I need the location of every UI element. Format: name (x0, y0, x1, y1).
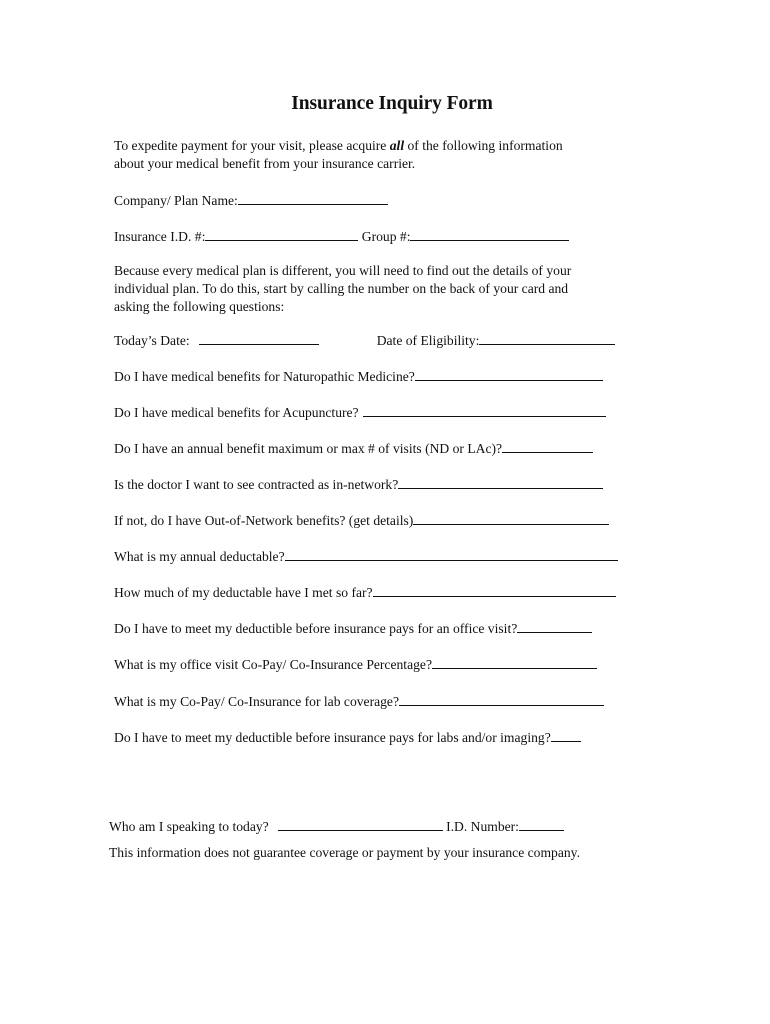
explain-line-1: Because every medical plan is different, you will need to find out the details of your (114, 263, 572, 278)
id-number-label: I.D. Number: (442, 819, 519, 834)
question-text: Is the doctor I want to see contracted as in-network? (114, 477, 399, 492)
group-label: Group #: (358, 229, 411, 244)
eligibility-date-blank[interactable] (479, 331, 615, 345)
dates-row (114, 331, 615, 350)
question-row (114, 728, 581, 747)
question-text: Do I have an annual benefit maximum or max # of visits (ND or LAc)? (114, 441, 503, 456)
speaking-to-label: Who am I speaking to today? (109, 819, 269, 834)
question-text: If not, do I have Out-of-Network benefits? (get details) (114, 513, 414, 528)
group-blank[interactable] (410, 227, 569, 241)
intro-line-2: about your medical benefit from your insurance carrier. (114, 156, 416, 171)
question-text: Do I have to meet my deductible before insurance pays for an office visit? (114, 621, 518, 636)
question-row (114, 655, 597, 674)
answer-blank[interactable] (398, 475, 603, 489)
todays-date-label: Today’s Date: (114, 333, 190, 348)
answer-blank[interactable] (415, 367, 603, 381)
todays-date-blank[interactable] (199, 331, 319, 345)
explain-line-3: asking the following questions: (114, 299, 285, 314)
answer-blank[interactable] (413, 511, 609, 525)
intro-line-1 (114, 137, 654, 155)
speaking-to-blank[interactable] (278, 817, 443, 831)
answer-blank[interactable] (363, 403, 606, 417)
intro-emphasis: all (389, 138, 405, 153)
insurance-id-blank[interactable] (205, 227, 358, 241)
question-row (114, 511, 609, 530)
answer-blank[interactable] (373, 583, 616, 597)
company-plan-row (114, 191, 388, 210)
answer-blank[interactable] (517, 619, 592, 633)
question-text: Do I have medical benefits for Naturopathic Medicine? (114, 369, 415, 384)
intro-text-after: of the following information (404, 138, 563, 153)
question-row (114, 547, 618, 566)
question-row (114, 619, 592, 638)
question-text: Do I have medical benefits for Acupuncture? (114, 405, 359, 420)
answer-blank[interactable] (432, 655, 597, 669)
explain-paragraph (114, 262, 654, 316)
question-text: How much of my deductable have I met so far? (114, 585, 373, 600)
disclaimer: This information does not guarantee coverage or payment by your insurance company. (109, 845, 580, 860)
answer-blank[interactable] (399, 692, 604, 706)
question-row (114, 583, 616, 602)
answer-blank[interactable] (551, 728, 581, 742)
intro-text-before: To expedite payment for your visit, please acquire (114, 138, 390, 153)
question-row (114, 367, 603, 386)
question-row (114, 692, 604, 711)
answer-blank[interactable] (502, 439, 593, 453)
question-text: What is my office visit Co-Pay/ Co-Insurance Percentage? (114, 657, 432, 672)
question-row (114, 475, 603, 494)
company-plan-blank[interactable] (238, 191, 388, 205)
id-number-blank[interactable] (519, 817, 564, 831)
intro-paragraph (114, 137, 654, 173)
company-plan-label: Company/ Plan Name: (114, 193, 238, 208)
insurance-id-row (114, 227, 569, 246)
question-row (114, 403, 606, 422)
answer-blank[interactable] (285, 547, 618, 561)
explain-line-2: individual plan. To do this, start by calling the number on the back of your card and (114, 281, 569, 296)
insurance-id-label: Insurance I.D. #: (114, 229, 206, 244)
question-row (114, 439, 593, 458)
eligibility-date-label: Date of Eligibility: (376, 333, 480, 348)
question-text: Do I have to meet my deductible before insurance pays for labs and/or imaging? (114, 730, 551, 745)
speaking-to-row (109, 817, 564, 836)
form-title: Insurance Inquiry Form (291, 93, 493, 114)
question-text: What is my Co-Pay/ Co-Insurance for lab coverage? (114, 694, 399, 709)
question-text: What is my annual deductable? (114, 549, 285, 564)
